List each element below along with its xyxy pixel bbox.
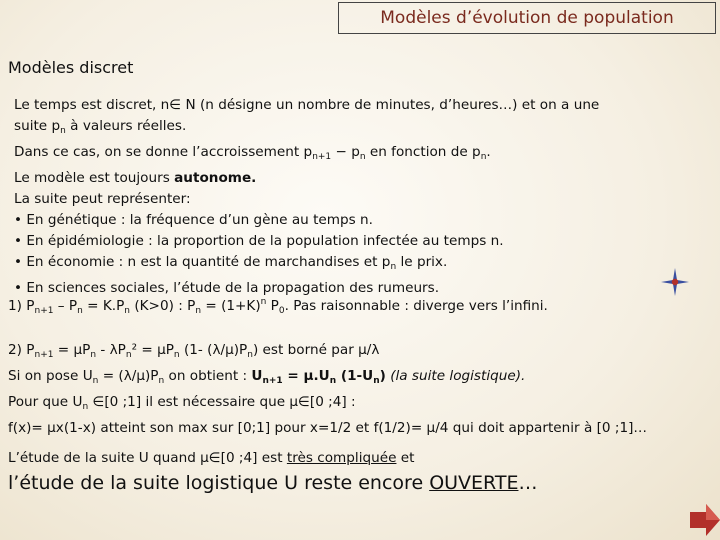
intro-line-2: suite $p_n$ à valeurs réelles. [14, 118, 187, 136]
intro-line-4: Le modèle est toujours autonome. [14, 170, 257, 186]
next-arrow-icon[interactable] [690, 500, 720, 540]
model-2-line-3: Pour que $U_n$ ∈[0 ;1] il est nécessaire que μ∈[0 ;4] : [8, 394, 356, 412]
list-item-genetics: • En génétique : la fréquence d’un gène au temps n. [14, 212, 373, 228]
intro-text [14, 95, 714, 299]
model-2-line-2: Si on pose $U_n = (\lambda/\mu)P_n$ on obtient : $U_{n+1} = \mu.U_n$ $(1-U_n)$ (la suite logistique). [8, 368, 526, 386]
model-2-line-1: 2) $P_{n+1} = \mu P_n - \lambda P_n^2 = \mu P_n$ (1- $(\lambda/\mu)P_n$) est borné par μ/λ [8, 342, 380, 360]
slide-title-text: Modèles d’évolution de population [380, 8, 674, 28]
intro-line-1: Le temps est discret, n∈ N (n désigne un nombre de minutes, d’heures…) et on a une [14, 97, 600, 113]
compass-star-icon [660, 267, 690, 297]
intro-line-3: Dans ce cas, on se donne l’accroissement $p_{n+1} - p_n$ en fonction de $p_n$. [14, 144, 491, 162]
list-item-epidemiology: • En épidémiologie : la proportion de la population infectée au temps n. [14, 233, 504, 249]
list-item-social-sciences: • En sciences sociales, l’étude de la propagation des rumeurs. [14, 280, 440, 296]
section-heading: Modèles discret [8, 58, 134, 77]
intro-line-5: La suite peut représenter: [14, 191, 191, 207]
conclusion-line-2: l’étude de la suite logistique U reste encore OUVERTE… [8, 472, 538, 494]
model-2-line-4: f(x)= μx(1-x) atteint son max sur [0;1] pour x=1/2 et f(1/2)= μ/4 qui doit appartenir à [0 ;1]… [8, 420, 648, 436]
conclusion-line-1: L’étude de la suite U quand μ∈[0 ;4] est très compliquée et [8, 450, 415, 466]
slide-title [338, 2, 716, 34]
model-1-formula: 1) $P_{n+1} - P_n = K.P_n$ (K>0) : $P_n = (1+K)^n$ $P_0$. Pas raisonnable : diverge vers l’infini. [8, 297, 548, 316]
list-item-economics: • En économie : n est la quantité de marchandises et $p_n$ le prix. [14, 254, 448, 272]
model-2-block [8, 340, 647, 439]
